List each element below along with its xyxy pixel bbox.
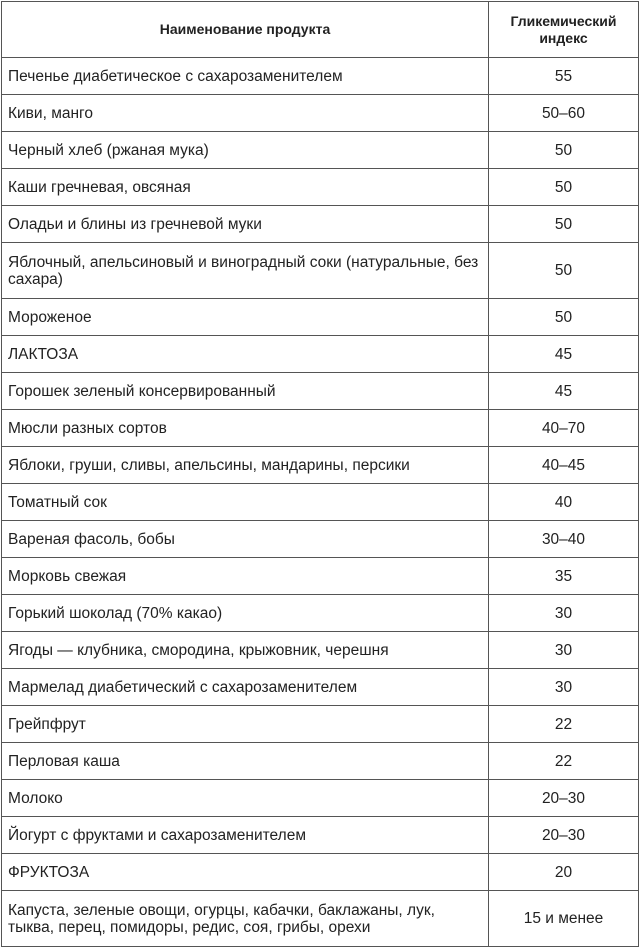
gi-value: 45 [489, 373, 639, 410]
gi-value: 30 [489, 669, 639, 706]
table-row [2, 817, 639, 854]
table-row [2, 95, 639, 132]
table-header-row [2, 2, 639, 58]
product-name: Оладьи и блины из гречневой муки [2, 206, 489, 243]
gi-value: 50 [489, 132, 639, 169]
table-row [2, 169, 639, 206]
gi-value: 30–40 [489, 521, 639, 558]
header-glycemic-index: Гликемический индекс [489, 2, 639, 58]
product-name: Молоко [2, 780, 489, 817]
product-name: Морковь свежая [2, 558, 489, 595]
product-name: Ягоды — клубника, смородина, крыжовник, черешня [2, 632, 489, 669]
gi-value: 50–60 [489, 95, 639, 132]
product-name: Яблоки, груши, сливы, апельсины, мандарины, персики [2, 447, 489, 484]
product-name: Печенье диабетическое с сахарозаменителем [2, 58, 489, 95]
table-row [2, 595, 639, 632]
table-row [2, 669, 639, 706]
product-name: Яблочный, апельсиновый и виноградный соки (натуральные, без сахара) [2, 243, 489, 299]
gi-value: 50 [489, 169, 639, 206]
gi-value: 22 [489, 706, 639, 743]
product-name: Горький шоколад (70% какао) [2, 595, 489, 632]
gi-value: 55 [489, 58, 639, 95]
table-row [2, 558, 639, 595]
product-name: Мороженое [2, 299, 489, 336]
gi-value: 50 [489, 299, 639, 336]
gi-value: 50 [489, 243, 639, 299]
product-name: Черный хлеб (ржаная мука) [2, 132, 489, 169]
gi-value: 50 [489, 206, 639, 243]
product-name: ЛАКТОЗА [2, 336, 489, 373]
table-row [2, 243, 639, 299]
product-name: Вареная фасоль, бобы [2, 521, 489, 558]
table-row [2, 706, 639, 743]
gi-value: 20 [489, 854, 639, 891]
product-name: Капуста, зеленые овощи, огурцы, кабачки, баклажаны, лук, тыква, перец, помидоры, редис, соя, грибы, орехи [2, 891, 489, 947]
gi-value: 15 и менее [489, 891, 639, 947]
table-row [2, 484, 639, 521]
product-name: Мармелад диабетический с сахарозаменителем [2, 669, 489, 706]
table-row [2, 447, 639, 484]
product-name: ФРУКТОЗА [2, 854, 489, 891]
gi-value: 40–70 [489, 410, 639, 447]
table-row [2, 58, 639, 95]
gi-value: 40 [489, 484, 639, 521]
gi-value: 35 [489, 558, 639, 595]
header-product-name: Наименование продукта [2, 2, 489, 58]
table-row [2, 132, 639, 169]
glycemic-index-table [1, 1, 639, 947]
table-row [2, 780, 639, 817]
product-name: Перловая каша [2, 743, 489, 780]
table-row [2, 336, 639, 373]
gi-value: 20–30 [489, 817, 639, 854]
gi-value: 22 [489, 743, 639, 780]
product-name: Киви, манго [2, 95, 489, 132]
gi-value: 40–45 [489, 447, 639, 484]
product-name: Каши гречневая, овсяная [2, 169, 489, 206]
table-row [2, 410, 639, 447]
table-row [2, 891, 639, 947]
gi-value: 30 [489, 595, 639, 632]
product-name: Горошек зеленый консервированный [2, 373, 489, 410]
table-row [2, 521, 639, 558]
gi-value: 30 [489, 632, 639, 669]
table-row [2, 632, 639, 669]
gi-value: 45 [489, 336, 639, 373]
product-name: Грейпфрут [2, 706, 489, 743]
gi-value: 20–30 [489, 780, 639, 817]
table-row [2, 206, 639, 243]
product-name: Томатный сок [2, 484, 489, 521]
table-row [2, 743, 639, 780]
product-name: Йогурт с фруктами и сахарозаменителем [2, 817, 489, 854]
table-row [2, 373, 639, 410]
product-name: Мюсли разных сортов [2, 410, 489, 447]
table-row [2, 854, 639, 891]
table-row [2, 299, 639, 336]
